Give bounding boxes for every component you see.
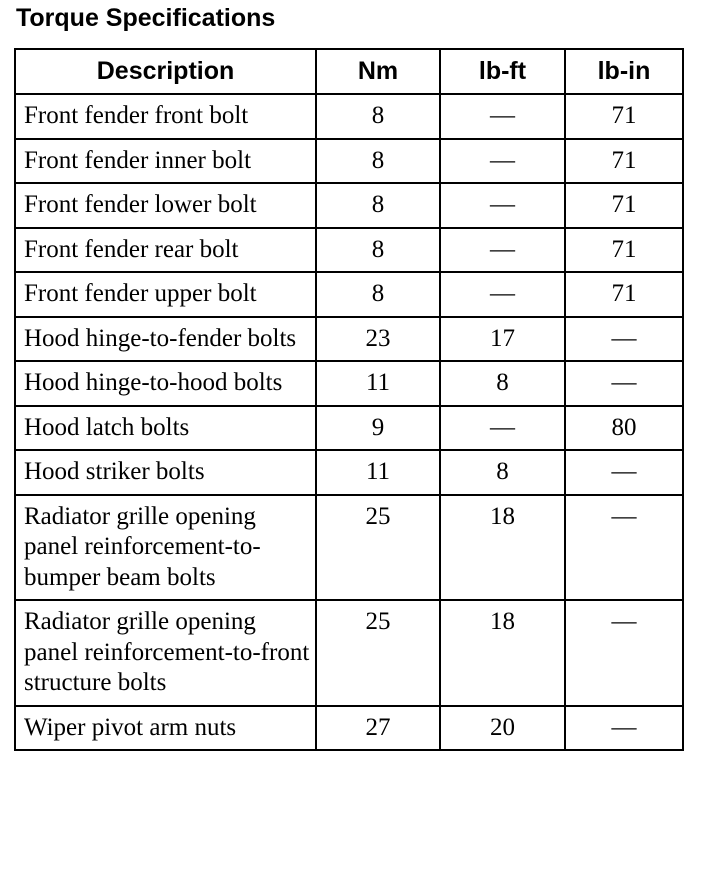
column-header-nm: Nm — [316, 49, 440, 94]
table-row — [15, 450, 683, 495]
cell-lbin: — — [565, 706, 683, 751]
cell-lbft: — — [440, 94, 565, 139]
table-row — [15, 706, 683, 751]
table-row — [15, 406, 683, 451]
cell-description: Front fender lower bolt — [15, 183, 316, 228]
column-header-lbin: lb-in — [565, 49, 683, 94]
cell-lbin: 71 — [565, 228, 683, 273]
cell-lbin: — — [565, 495, 683, 601]
cell-description: Wiper pivot arm nuts — [15, 706, 316, 751]
cell-nm: 8 — [316, 94, 440, 139]
cell-lbft: 20 — [440, 706, 565, 751]
cell-lbft: 17 — [440, 317, 565, 362]
column-header-description: Description — [15, 49, 316, 94]
cell-lbft: — — [440, 406, 565, 451]
cell-lbin: 71 — [565, 139, 683, 184]
cell-nm: 11 — [316, 361, 440, 406]
cell-description: Hood hinge-to-fender bolts — [15, 317, 316, 362]
cell-nm: 8 — [316, 228, 440, 273]
table-row — [15, 600, 683, 706]
cell-lbft: — — [440, 139, 565, 184]
table-row — [15, 495, 683, 601]
cell-description: Front fender upper bolt — [15, 272, 316, 317]
cell-lbft: — — [440, 183, 565, 228]
cell-lbft: — — [440, 228, 565, 273]
cell-nm: 8 — [316, 139, 440, 184]
cell-nm: 27 — [316, 706, 440, 751]
cell-nm: 9 — [316, 406, 440, 451]
cell-lbin: — — [565, 450, 683, 495]
cell-lbin: — — [565, 600, 683, 706]
cell-nm: 25 — [316, 600, 440, 706]
cell-nm: 23 — [316, 317, 440, 362]
cell-lbin: 71 — [565, 272, 683, 317]
column-header-lbft: lb-ft — [440, 49, 565, 94]
cell-lbin: 80 — [565, 406, 683, 451]
table-row — [15, 272, 683, 317]
cell-description: Radiator grille opening panel reinforcement-to-bumper beam bolts — [15, 495, 316, 601]
cell-description: Front fender front bolt — [15, 94, 316, 139]
cell-lbft: 18 — [440, 495, 565, 601]
cell-description: Radiator grille opening panel reinforcement-to-front structure bolts — [15, 600, 316, 706]
cell-lbft: 18 — [440, 600, 565, 706]
cell-lbin: — — [565, 361, 683, 406]
cell-lbft: 8 — [440, 361, 565, 406]
cell-nm: 11 — [316, 450, 440, 495]
torque-spec-table — [14, 48, 684, 751]
table-row — [15, 183, 683, 228]
cell-lbft: — — [440, 272, 565, 317]
cell-description: Hood hinge-to-hood bolts — [15, 361, 316, 406]
cell-nm: 8 — [316, 183, 440, 228]
table-row — [15, 94, 683, 139]
cell-lbin: 71 — [565, 94, 683, 139]
table-row — [15, 228, 683, 273]
cell-description: Front fender rear bolt — [15, 228, 316, 273]
table-header-row — [15, 49, 683, 94]
cell-nm: 25 — [316, 495, 440, 601]
cell-lbin: 71 — [565, 183, 683, 228]
cell-description: Hood striker bolts — [15, 450, 316, 495]
cell-description: Hood latch bolts — [15, 406, 316, 451]
cell-lbin: — — [565, 317, 683, 362]
page-title: Torque Specifications — [16, 4, 276, 32]
table-row — [15, 139, 683, 184]
cell-nm: 8 — [316, 272, 440, 317]
table-row — [15, 361, 683, 406]
cell-description: Front fender inner bolt — [15, 139, 316, 184]
table-row — [15, 317, 683, 362]
cell-lbft: 8 — [440, 450, 565, 495]
